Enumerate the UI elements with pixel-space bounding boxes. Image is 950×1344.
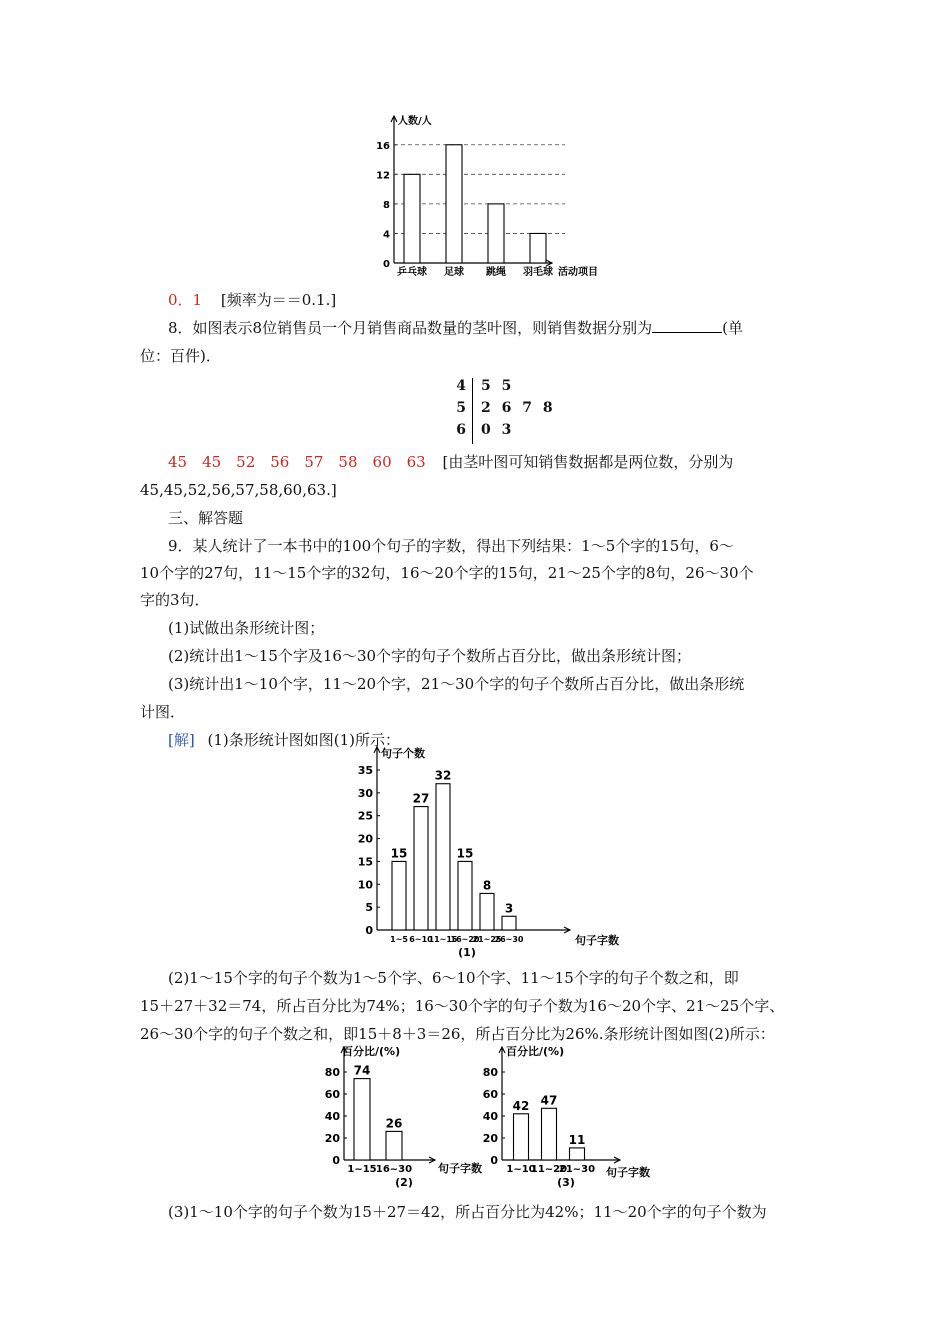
y-tick-label: 15 [357,855,373,869]
stem: 6 [456,422,466,438]
y-tick-label: 0 [490,1154,498,1167]
solution-2a: (2)1～15个字的句子个数为1～5个字、6～10个字、11～15个字的句子个数之和，即 [168,969,739,987]
bar [414,807,428,930]
stem: 5 [456,400,466,416]
bar [436,784,450,930]
stem-row [448,422,553,444]
answer-7 [168,290,336,310]
bar [488,204,504,263]
y-tick-label: 4 [383,229,390,241]
y-axis-label: 百分比/(%) [506,1045,565,1058]
x-tick-label: 11~20 [530,1164,568,1175]
x-tick-label: 跳绳 [486,267,506,278]
answer-7-value: 0．1 [168,291,203,309]
q9-line2: 10个字的27句，11～15个字的32句，16～20个字的15句，21～25个字的8句，26～30个 [140,564,754,582]
stem-leaf-plot [448,378,553,444]
solution-2c: 26～30个字的句子个数之和，即15＋8＋3＝26，所占百分比为26%.条形统计图如图(2)所示： [140,1025,775,1043]
solution-text: (1)条形统计图如图(1)所示： [207,731,400,749]
y-tick-label: 40 [324,1110,340,1123]
q9-sub3a: (3)统计出1～10个字，11～20个字，21～30个字的句子个数所占百分比，做出条形统 [168,675,745,693]
sentence-count-bar-chart [345,746,635,960]
solution-3: (3)1～10个字的句子个数为15＋27＝42，所占百分比为42%；11～20个字的句子个数为 [168,1203,767,1221]
x-tick-label: 乒乓球 [397,267,427,278]
x-tick-label: 1~15 [347,1164,377,1175]
activity-bar-chart [370,116,630,282]
question-8-line1 [168,318,743,338]
data-label: 26 [385,1116,403,1131]
data-label: 42 [512,1098,530,1113]
y-tick-label: 60 [324,1088,340,1101]
data-label: 74 [353,1063,371,1078]
answer-8-explain-2: 45,45,52,56,57,58,60,63.] [140,481,337,499]
y-tick-label: 8 [383,199,390,211]
y-axis-label: 百分比/(%) [342,1045,401,1058]
solution-line1 [168,730,400,750]
chart-title: (3) [557,1176,575,1189]
data-label: 47 [540,1093,558,1108]
y-tick-label: 0 [332,1154,340,1167]
chart-title: (1) [458,946,476,959]
y-tick-label: 35 [357,764,373,777]
q9-line3: 字的3句． [140,591,210,609]
q8-unit-open: (单 [722,319,743,337]
data-label: 3 [504,901,514,916]
stem-row [448,400,553,422]
bar [458,861,472,930]
data-label: 27 [412,791,430,806]
y-tick-label: 10 [357,878,373,892]
y-tick-label: 30 [357,786,373,800]
y-tick-label: 25 [357,809,373,823]
x-tick-label: 1~10 [506,1164,536,1175]
x-tick-label: 足球 [444,267,464,278]
section-heading: 三、解答题 [168,509,244,527]
x-tick-label: 21~25 [472,935,502,944]
data-label: 11 [568,1132,586,1147]
percent-bar-chart-3 [480,1045,680,1195]
q9-sub1: (1)试做出条形统计图； [168,619,325,637]
x-tick-label: 羽毛球 [523,267,553,278]
y-tick-label: 20 [324,1132,340,1145]
bar [446,145,462,263]
bar [404,174,420,263]
q8-text: 8．如图表示8位销售员一个月销售商品数量的茎叶图，则销售数据分别为 [168,319,653,337]
bar [570,1148,585,1160]
leaves: 0 3 [472,422,511,444]
bar [502,916,516,930]
bar [386,1131,402,1160]
solution-tag: [解] [168,731,195,749]
x-tick-label: 6~10 [409,935,433,944]
stem: 4 [456,378,466,394]
y-tick-label: 5 [365,901,373,915]
y-tick-label: 12 [376,170,390,182]
y-tick-label: 0 [365,924,373,937]
y-tick-label: 60 [482,1088,498,1101]
q9-sub3b: 计图． [140,703,186,721]
y-tick-label: 40 [482,1110,498,1123]
answer-8-explain: [由茎叶图可知销售数据都是两位数，分别为 [442,453,734,471]
bar [542,1108,557,1160]
y-tick-label: 0 [383,259,390,270]
x-tick-label: 21~30 [558,1164,596,1175]
x-axis-label: 句子字数 [606,1166,650,1179]
y-axis-label: 人数/人 [398,116,432,127]
x-tick-label: 16~30 [375,1164,413,1175]
y-tick-label: 80 [482,1066,498,1079]
bar [392,861,406,930]
q9-line1: 9．某人统计了一本书中的100个句子的字数，得出下列结果：1～5个字的15句，6～ [168,537,734,555]
y-tick-label: 80 [324,1066,340,1079]
answer-7-explain: [频率为＝＝0.1.] [220,291,337,309]
y-axis-label: 句子个数 [381,746,425,760]
y-tick-label: 20 [482,1132,498,1145]
data-label: 15 [456,846,474,861]
x-tick-label: 1~5 [390,935,408,944]
bar [530,233,546,263]
data-label: 8 [482,878,492,893]
stem-row [448,378,553,400]
y-tick-label: 16 [376,140,390,152]
x-axis-label: 句子字数 [438,1162,482,1175]
data-label: 32 [434,768,452,783]
data-label: 15 [390,846,408,861]
chart-title: (2) [395,1176,413,1189]
leaves: 2 6 7 8 [472,400,553,422]
x-tick-label: 11~15 [428,935,458,944]
answer-8-values: 45 45 52 56 57 58 60 63 [168,453,426,471]
bar [514,1114,529,1160]
leaves: 5 5 [472,378,511,400]
solution-2b: 15＋27＋32＝74，所占百分比为74%；16～30个字的句子个数为16～20个字、21～25个字、 [140,997,785,1015]
bar [480,893,494,930]
percent-bar-chart-2 [320,1045,495,1195]
x-tick-label: 26~30 [494,935,524,944]
answer-blank [652,318,722,333]
q9-sub2: (2)统计出1～15个字及16～30个字的句子个数所占百分比，做出条形统计图； [168,647,692,665]
x-axis-label: 句子字数 [575,934,619,947]
answer-8 [168,452,733,472]
x-axis-label: 活动项目 [558,267,598,278]
x-tick-label: 16~20 [450,935,480,944]
bar [354,1079,370,1160]
question-8-line2: 位：百件)． [140,347,221,365]
y-tick-label: 20 [357,832,373,846]
